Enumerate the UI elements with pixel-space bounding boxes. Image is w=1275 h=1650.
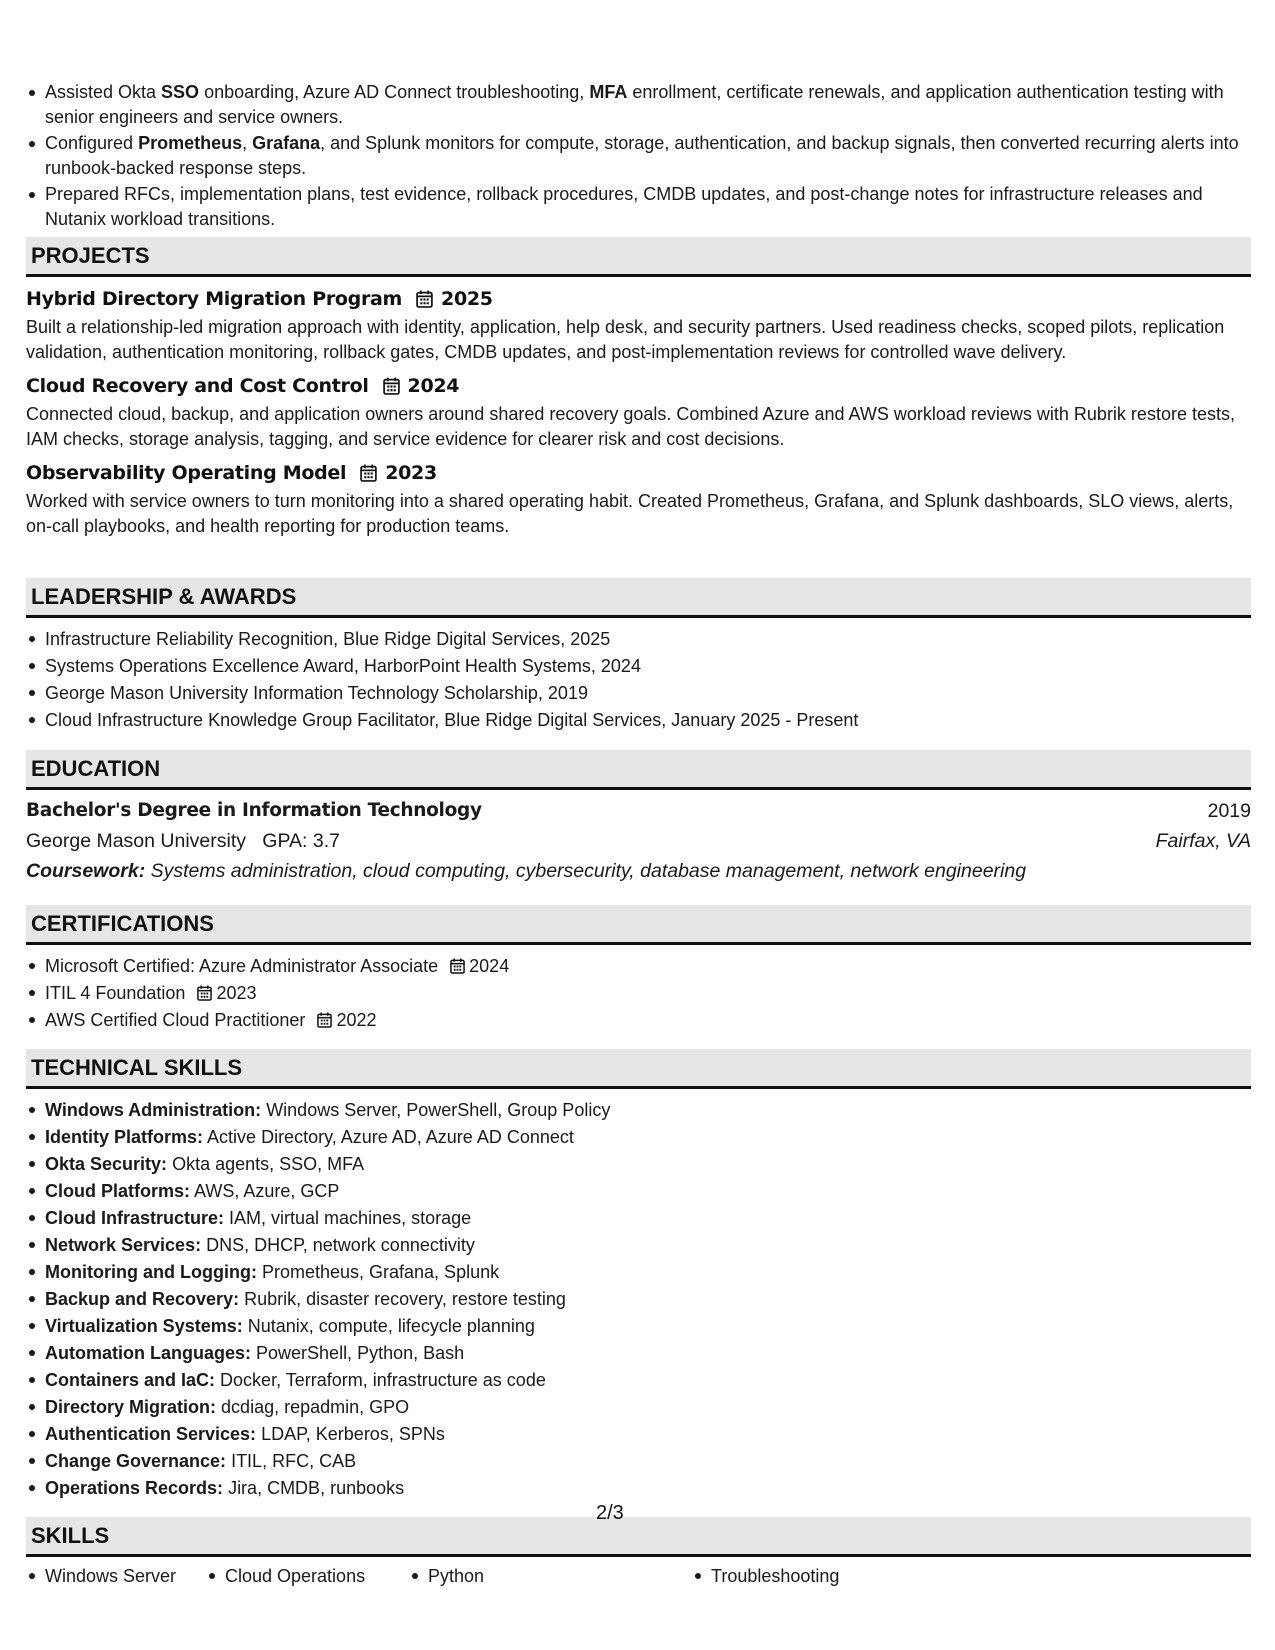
certifications-section xyxy=(26,905,1251,1034)
degree-title: Bachelor's Degree in Information Technology xyxy=(26,800,482,821)
calendar-icon xyxy=(416,290,433,308)
project-description: Built a relationship-led migration approach with identity, application, help desk, and security partners. Used readiness checks, scoped pilots, replication validation, authentication monitoring, rollback gates, CMDB updates, and post-implementation reviews for controlled wave delivery. xyxy=(26,317,1225,362)
project-item xyxy=(26,372,1251,451)
list-item: Configured Prometheus, Grafana, and Splunk monitors for compute, storage, authentication, and backup signals, then converted recurring alerts into runbook-backed response steps. xyxy=(26,131,1251,180)
project-description: Connected cloud, backup, and application owners around shared recovery goals. Combined Azure and AWS workload reviews with Rubrik restore tests, IAM checks, storage analysis, tagging, and service evidence for clearer risk and cost decisions. xyxy=(26,404,1235,449)
list-item: Cloud Infrastructure Knowledge Group Facilitator, Blue Ridge Digital Services, January 2025 - Present xyxy=(26,707,1251,734)
cert-year: 2022 xyxy=(336,1010,377,1030)
list-item: Windows Server xyxy=(26,1563,176,1589)
list-item: Windows Administration: Windows Server, PowerShell, Group Policy xyxy=(26,1097,1251,1124)
calendar-icon xyxy=(197,985,212,1001)
experience-bullets xyxy=(26,80,1251,233)
list-item: Directory Migration: dcdiag, repadmin, GPO xyxy=(26,1394,1251,1421)
cert-name: AWS Certified Cloud Practitioner xyxy=(45,1010,306,1030)
list-item xyxy=(26,1007,1251,1034)
project-year: 2025 xyxy=(441,288,493,310)
school-name: George Mason University xyxy=(26,830,247,852)
list-item: Operations Records: Jira, CMDB, runbooks xyxy=(26,1475,1251,1502)
cert-name: ITIL 4 Foundation xyxy=(45,983,186,1003)
list-item: Systems Operations Excellence Award, HarborPoint Health Systems, 2024 xyxy=(26,653,1251,680)
project-title: Hybrid Directory Migration Program xyxy=(26,288,403,310)
list-item: Monitoring and Logging: Prometheus, Grafana, Splunk xyxy=(26,1259,1251,1286)
education-section xyxy=(26,750,1251,886)
leadership-section xyxy=(26,578,1251,734)
project-item xyxy=(26,285,1251,364)
list-item: Cloud Operations xyxy=(206,1563,365,1589)
technical-skills-list xyxy=(26,1097,1251,1502)
list-item xyxy=(26,980,1251,1007)
gpa: GPA: 3.7 xyxy=(262,830,340,852)
list-item: Python xyxy=(409,1563,484,1589)
section-heading: EDUCATION xyxy=(26,750,1251,790)
school-location: Fairfax, VA xyxy=(1155,830,1251,852)
list-item: Change Governance: ITIL, RFC, CAB xyxy=(26,1448,1251,1475)
list-item: Authentication Services: LDAP, Kerberos, SPNs xyxy=(26,1421,1251,1448)
list-item xyxy=(26,953,1251,980)
list-item: Troubleshooting xyxy=(692,1563,839,1589)
coursework-text: Systems administration, cloud computing, cybersecurity, database management, network engineering xyxy=(150,860,1027,882)
projects-section xyxy=(26,237,1251,546)
technical-skills-section xyxy=(26,1049,1251,1502)
project-description: Worked with service owners to turn monitoring into a shared operating habit. Created Prometheus, Grafana, and Splunk dashboards, SLO views, alerts, on-call playbooks, and health reporting for production teams. xyxy=(26,491,1234,536)
graduation-year: 2019 xyxy=(1207,800,1251,822)
list-item: Cloud Platforms: AWS, Azure, GCP xyxy=(26,1178,1251,1205)
section-heading: CERTIFICATIONS xyxy=(26,905,1251,945)
awards-list xyxy=(26,626,1251,734)
list-item: Backup and Recovery: Rubrik, disaster recovery, restore testing xyxy=(26,1286,1251,1313)
project-year: 2023 xyxy=(385,462,437,484)
cert-year: 2023 xyxy=(216,983,257,1003)
section-heading: PROJECTS xyxy=(26,237,1251,277)
list-item: Infrastructure Reliability Recognition, Blue Ridge Digital Services, 2025 xyxy=(26,626,1251,653)
cert-name: Microsoft Certified: Azure Administrator Associate xyxy=(45,956,439,976)
list-item: Prepared RFCs, implementation plans, test evidence, rollback procedures, CMDB updates, and post-change notes for infrastructure releases and Nutanix workload transitions. xyxy=(26,182,1251,231)
list-item: Network Services: DNS, DHCP, network connectivity xyxy=(26,1232,1251,1259)
cert-year: 2024 xyxy=(469,956,510,976)
list-item: Virtualization Systems: Nutanix, compute, lifecycle planning xyxy=(26,1313,1251,1340)
coursework-label: Coursework: xyxy=(26,860,146,882)
list-item: Automation Languages: PowerShell, Python, Bash xyxy=(26,1340,1251,1367)
calendar-icon xyxy=(317,1012,332,1028)
list-item: Containers and IaC: Docker, Terraform, infrastructure as code xyxy=(26,1367,1251,1394)
page-number: 2/3 xyxy=(596,1502,624,1524)
section-heading: LEADERSHIP & AWARDS xyxy=(26,578,1251,618)
calendar-icon xyxy=(383,377,400,395)
project-year: 2024 xyxy=(407,375,460,397)
project-title: Observability Operating Model xyxy=(26,462,347,484)
list-item: Assisted Okta SSO onboarding, Azure AD Connect troubleshooting, MFA enrollment, certificate renewals, and application authentication testing with senior engineers and service owners. xyxy=(26,80,1251,129)
list-item: Identity Platforms: Active Directory, Azure AD, Azure AD Connect xyxy=(26,1124,1251,1151)
project-item xyxy=(26,459,1251,538)
section-heading: SKILLS xyxy=(26,1517,1251,1557)
section-heading: TECHNICAL SKILLS xyxy=(26,1049,1251,1089)
certifications-list xyxy=(26,953,1251,1034)
list-item: George Mason University Information Technology Scholarship, 2019 xyxy=(26,680,1251,707)
project-title: Cloud Recovery and Cost Control xyxy=(26,375,369,397)
calendar-icon xyxy=(360,464,377,482)
list-item: Cloud Infrastructure: IAM, virtual machines, storage xyxy=(26,1205,1251,1232)
list-item: Okta Security: Okta agents, SSO, MFA xyxy=(26,1151,1251,1178)
skills-section xyxy=(26,1517,1251,1586)
calendar-icon xyxy=(450,958,465,974)
